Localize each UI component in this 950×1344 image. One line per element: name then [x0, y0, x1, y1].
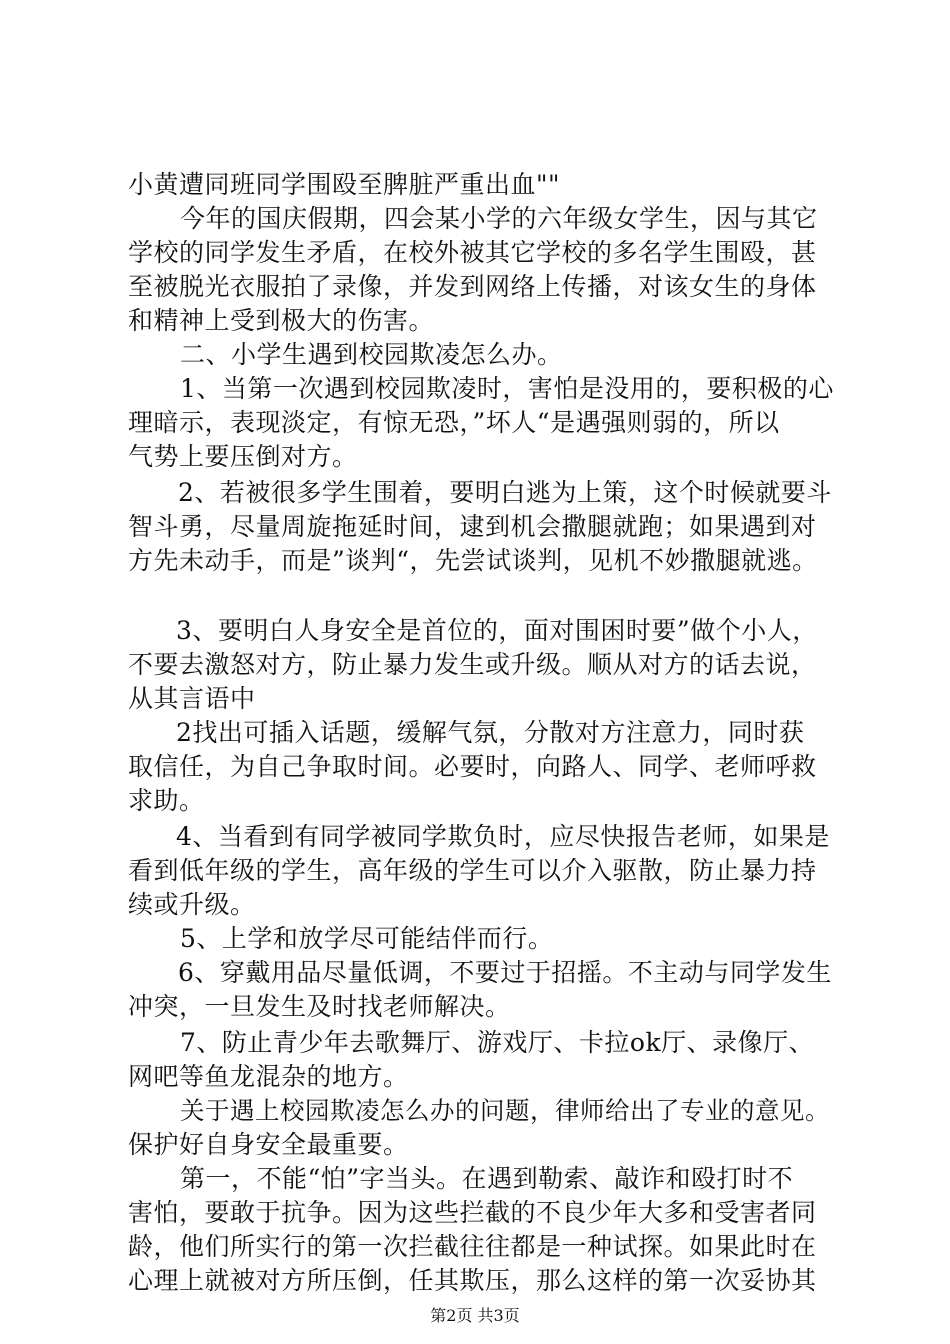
text-line-28: 保护好自身安全最重要。 — [128, 1130, 409, 1159]
text-line-24: 冲突，一旦发生及时找老师解决。 — [128, 992, 511, 1021]
text-line-21: 续或升级。 — [128, 890, 256, 919]
text-line-7: 1、当第一次遇到校园欺凌时，害怕是没用的，要积极的心 — [180, 374, 834, 403]
text-line-25: 7、防止青少年去歌舞厅、游戏厅、卡拉ok厅、录像厅、 — [180, 1028, 815, 1057]
text-line-14: 不要去激怒对方，防止暴力发生或升级。顺从对方的话去说， — [128, 650, 817, 679]
text-line-16: 2找出可插入话题，缓解气氛，分散对方注意力，同时获 — [176, 718, 805, 747]
text-line-12: 方先未动手，而是”谈判“，先尝试谈判，见机不妙撒腿就逃。 — [128, 546, 818, 575]
text-line-15: 从其言语中 — [128, 684, 256, 713]
text-line-5: 和精神上受到极大的伤害。 — [128, 306, 435, 335]
text-line-31: 龄，他们所实行的第一次拦截往往都是一种试探。如果此时在 — [128, 1232, 817, 1261]
text-line-4: 至被脱光衣服拍了录像，并发到网络上传播，对该女生的身体 — [128, 272, 817, 301]
text-line-17: 取信任，为自己争取时间。必要时，向路人、同学、老师呼救 — [128, 752, 817, 781]
text-line-20: 看到低年级的学生，高年级的学生可以介入驱散，防止暴力持 — [128, 856, 817, 885]
text-line-23: 6、穿戴用品尽量低调，不要过于招摇。不主动与同学发生 — [178, 958, 832, 987]
text-line-1: 小黄遭同班同学围殴至脾脏严重出血"" — [128, 170, 560, 199]
text-line-27: 关于遇上校园欺凌怎么办的问题，律师给出了专业的意见。 — [180, 1096, 830, 1125]
text-line-3: 学校的同学发生矛盾，在校外被其它学校的多名学生围殴，甚 — [128, 238, 817, 267]
text-line-18: 求助。 — [128, 786, 205, 815]
text-line-2: 今年的国庆假期，四会某小学的六年级女学生，因与其它 — [180, 204, 818, 233]
text-line-13: 3、要明白人身安全是首位的，面对围困时要”做个小人， — [176, 616, 818, 645]
section-heading-2: 二、小学生遇到校园欺凌怎么办。 — [180, 340, 563, 369]
text-line-26: 网吧等鱼龙混杂的地方。 — [128, 1062, 409, 1091]
text-line-30: 害怕，要敢于抗争。因为这些拦截的不良少年大多和受害者同 — [128, 1198, 817, 1227]
text-line-29: 第一，不能“怕”字当头。在遇到勒索、敲诈和殴打时不 — [180, 1164, 794, 1193]
text-line-19: 4、当看到有同学被同学欺负时，应尽快报告老师，如果是 — [176, 822, 830, 851]
text-line-10: 2、若被很多学生围着，要明白逃为上策，这个时候就要斗 — [178, 478, 832, 507]
text-line-22: 5、上学和放学尽可能结伴而行。 — [180, 924, 554, 953]
text-line-8: 理暗示，表现淡定，有惊无恐，”坏人“是遇强则弱的，所以 — [128, 408, 780, 437]
page-number-footer: 第2页 共3页 — [430, 1306, 520, 1325]
text-line-9: 气势上要压倒对方。 — [128, 442, 358, 471]
text-line-32: 心理上就被对方所压倒，任其欺压，那么这样的第一次妥协其 — [128, 1266, 817, 1295]
text-line-11: 智斗勇，尽量周旋拖延时间，逮到机会撒腿就跑；如果遇到对 — [128, 512, 817, 541]
